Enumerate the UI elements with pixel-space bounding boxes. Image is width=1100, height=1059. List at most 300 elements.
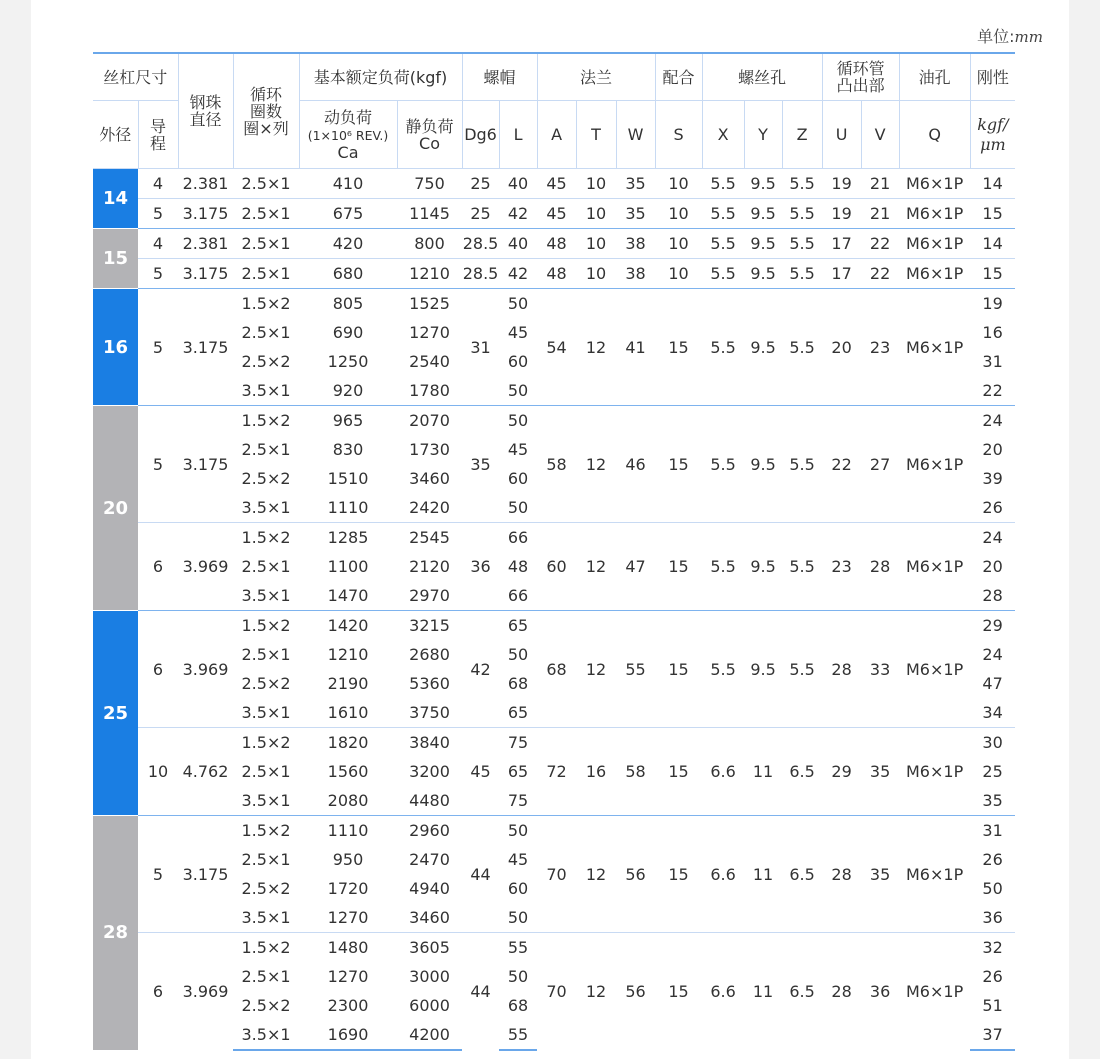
- stiffness-cell: 32: [970, 933, 1015, 963]
- Y-cell: 9.5: [744, 611, 782, 728]
- lead-cell: 5: [138, 199, 178, 229]
- W-cell: 46: [616, 406, 655, 523]
- S-cell: 15: [655, 406, 702, 523]
- static-load-cell: 2070: [397, 406, 462, 436]
- stiffness-cell: 50: [982, 879, 1003, 898]
- circuits-cell: 1.5×2: [233, 611, 299, 641]
- static-load-cell: 1210: [397, 259, 462, 289]
- stiffness-cell: 29: [970, 611, 1015, 641]
- S-cell: 10: [655, 169, 702, 199]
- Z-cell: 6.5: [782, 728, 822, 816]
- static-load-cell: 6000: [409, 996, 450, 1015]
- dg6-cell: 45: [462, 728, 499, 816]
- S-cell: 10: [655, 199, 702, 229]
- L-cell: 50: [499, 289, 537, 319]
- dg6-cell: 35: [462, 406, 499, 523]
- A-cell: 58: [537, 406, 576, 523]
- dynamic-load-cell: 965: [299, 406, 397, 436]
- dg6-cell: 25: [462, 169, 499, 199]
- table-row: [93, 933, 1015, 963]
- U-cell: 22: [822, 406, 861, 523]
- Q-cell: M6×1P: [899, 523, 970, 611]
- A-cell: 54: [537, 289, 576, 406]
- X-cell: 5.5: [702, 259, 744, 289]
- outer-dia-cell: 16: [93, 289, 138, 406]
- static-load-cell: 1145: [397, 199, 462, 229]
- T-cell: 10: [576, 259, 616, 289]
- header-L: L: [499, 101, 537, 169]
- stiffness-cell: 31: [970, 816, 1015, 846]
- X-cell: 5.5: [702, 199, 744, 229]
- circuits-cell: 1.5×2: [233, 289, 299, 319]
- Q-cell: M6×1P: [899, 169, 970, 199]
- Y-cell: 11: [744, 816, 782, 933]
- ball-dia-cell: 3.969: [178, 523, 233, 611]
- circuits-cell: 2.5×1: [241, 323, 291, 342]
- dynamic-load-cell: 2190: [327, 674, 369, 693]
- ball-dia-cell: 3.969: [178, 611, 233, 728]
- L-cell: 60: [507, 879, 529, 898]
- A-cell: 60: [537, 523, 576, 611]
- Y-cell: 9.5: [744, 406, 782, 523]
- header-U: U: [822, 101, 861, 169]
- static-load-cell: 2680: [409, 645, 450, 664]
- dynamic-load-cell: 420: [299, 229, 397, 259]
- header-lead: 导 程: [138, 101, 178, 169]
- Z-cell: 5.5: [782, 229, 822, 259]
- header-screw-size: 丝杠尺寸: [93, 53, 178, 101]
- dynamic-load-cell: 1210: [327, 645, 369, 664]
- dynamic-load-cell: 1480: [299, 933, 397, 963]
- static-load-cell: 4480: [409, 791, 450, 810]
- stiffness-cell: 24: [982, 645, 1003, 664]
- lead-cell: 5: [138, 816, 178, 933]
- Z-cell: 5.5: [782, 523, 822, 611]
- static-load-cell: 3215: [397, 611, 462, 641]
- S-cell: 15: [655, 728, 702, 816]
- S-cell: 15: [655, 523, 702, 611]
- circuits-cell: 2.5×1: [233, 259, 299, 289]
- Y-cell: 9.5: [744, 259, 782, 289]
- stiffness-cell: 22: [982, 381, 1003, 400]
- V-cell: 21: [861, 169, 899, 199]
- dynamic-load-cell: 1420: [299, 611, 397, 641]
- L-cell: 50: [507, 908, 529, 927]
- V-cell: 27: [861, 406, 899, 523]
- circuits-cell: 2.5×2: [241, 469, 291, 488]
- circuits-cell: 3.5×1: [241, 381, 291, 400]
- W-cell: 38: [616, 229, 655, 259]
- static-load-cell: 3840: [397, 728, 462, 758]
- S-cell: 15: [655, 816, 702, 933]
- stiffness-cell: 16: [982, 323, 1003, 342]
- L-cell: 45: [507, 323, 529, 342]
- header-stiffness: 刚性: [970, 53, 1015, 101]
- X-cell: 5.5: [702, 523, 744, 611]
- circuits-cell: 2.5×2: [241, 352, 291, 371]
- dg6-cell: 44: [462, 933, 499, 1051]
- stiffness-cell: 15: [970, 259, 1015, 289]
- lead-cell: 6: [138, 523, 178, 611]
- lead-cell: 6: [138, 611, 178, 728]
- U-cell: 19: [822, 199, 861, 229]
- dynamic-load-cell: 680: [299, 259, 397, 289]
- Q-cell: M6×1P: [899, 259, 970, 289]
- stiffness-cell: 24: [970, 523, 1015, 553]
- static-load-cell: 3200: [409, 762, 450, 781]
- L-cell: 60: [507, 352, 529, 371]
- header-basic-load: 基本额定负荷(kgf): [299, 53, 462, 101]
- header-tube: 循环管 凸出部: [822, 53, 899, 101]
- A-cell: 70: [537, 816, 576, 933]
- A-cell: 48: [537, 259, 576, 289]
- T-cell: 10: [576, 199, 616, 229]
- L-cell: 50: [499, 816, 537, 846]
- stiffness-cell: 14: [970, 169, 1015, 199]
- T-cell: 16: [576, 728, 616, 816]
- dynamic-load-cell: 1560: [327, 762, 369, 781]
- T-cell: 12: [576, 933, 616, 1051]
- lead-cell: 4: [138, 229, 178, 259]
- Z-cell: 5.5: [782, 611, 822, 728]
- static-load-cell: 3605: [397, 933, 462, 963]
- ball-dia-cell: 3.175: [178, 289, 233, 406]
- dynamic-load-cell: 1510: [327, 469, 369, 488]
- header-Z: Z: [782, 101, 822, 169]
- L-cell: 55: [499, 1020, 537, 1050]
- circuits-cell: 2.5×2: [241, 674, 291, 693]
- outer-dia-cell: 25: [93, 611, 138, 816]
- Z-cell: 5.5: [782, 289, 822, 406]
- Q-cell: M6×1P: [899, 199, 970, 229]
- dynamic-load-cell: 1110: [299, 816, 397, 846]
- circuits-cell: 2.5×1: [241, 645, 291, 664]
- dynamic-load-cell: 1270: [327, 908, 369, 927]
- static-load-cell: 4940: [409, 879, 450, 898]
- outer-dia-cell: 28: [93, 816, 138, 1051]
- L-cell: 40: [499, 229, 537, 259]
- dynamic-load-cell: 1270: [327, 967, 369, 986]
- Q-cell: M6×1P: [899, 728, 970, 816]
- header-flange: 法兰: [537, 53, 655, 101]
- W-cell: 58: [616, 728, 655, 816]
- stiffness-cell: 26: [982, 967, 1003, 986]
- static-load-cell: 1270: [409, 323, 450, 342]
- X-cell: 6.6: [702, 728, 744, 816]
- U-cell: 28: [822, 816, 861, 933]
- header-Y: Y: [744, 101, 782, 169]
- dynamic-load-cell: 675: [299, 199, 397, 229]
- stiffness-cell: 15: [970, 199, 1015, 229]
- circuits-cell: 3.5×1: [241, 908, 291, 927]
- header-oil-hole: 油孔: [899, 53, 970, 101]
- ball-dia-cell: 2.381: [178, 169, 233, 199]
- ball-dia-cell: 3.175: [178, 259, 233, 289]
- T-cell: 12: [576, 523, 616, 611]
- L-cell: 45: [507, 440, 529, 459]
- header-dynamic-load: 动负荷 (1×10⁶ REV.) Ca: [299, 101, 397, 169]
- dg6-cell: 28.5: [462, 229, 499, 259]
- Q-cell: M6×1P: [899, 611, 970, 728]
- Z-cell: 5.5: [782, 406, 822, 523]
- circuits-cell: 3.5×1: [241, 791, 291, 810]
- lead-cell: 6: [138, 933, 178, 1051]
- L-cell: 68: [507, 996, 529, 1015]
- lead-cell: 10: [138, 728, 178, 816]
- dynamic-load-cell: 950: [332, 850, 364, 869]
- circuits-cell: 1.5×2: [233, 816, 299, 846]
- header-T: T: [576, 101, 616, 169]
- dynamic-load-cell: 920: [332, 381, 364, 400]
- header-X: X: [702, 101, 744, 169]
- stiffness-cell: 28: [982, 586, 1003, 605]
- dynamic-load-cell: 1690: [299, 1020, 397, 1050]
- Z-cell: 5.5: [782, 259, 822, 289]
- L-cell: 55: [499, 933, 537, 963]
- L-cell: 68: [507, 674, 529, 693]
- L-cell: 42: [499, 259, 537, 289]
- header-S: S: [655, 101, 702, 169]
- static-load-cell: 3750: [409, 703, 450, 722]
- circuits-cell: 2.5×2: [241, 879, 291, 898]
- A-cell: 70: [537, 933, 576, 1051]
- U-cell: 23: [822, 523, 861, 611]
- table-row: [93, 523, 1015, 553]
- dynamic-load-cell: 1100: [327, 557, 369, 576]
- stiffness-cell: 51: [982, 996, 1003, 1015]
- L-cell: 50: [507, 645, 529, 664]
- T-cell: 12: [576, 611, 616, 728]
- T-cell: 10: [576, 229, 616, 259]
- Z-cell: 6.5: [782, 933, 822, 1051]
- static-load-cell: 4200: [397, 1020, 462, 1050]
- W-cell: 56: [616, 933, 655, 1051]
- circuits-cell: 3.5×1: [241, 586, 291, 605]
- static-load-cell: 5360: [409, 674, 450, 693]
- table-body: [93, 169, 1015, 1051]
- T-cell: 12: [576, 816, 616, 933]
- outer-dia-cell: 14: [93, 169, 138, 229]
- table-row: [93, 406, 1015, 436]
- L-cell: 65: [507, 762, 529, 781]
- L-cell: 45: [507, 850, 529, 869]
- S-cell: 15: [655, 933, 702, 1051]
- static-load-cell: 2120: [409, 557, 450, 576]
- table-row: [93, 611, 1015, 641]
- table-row: [93, 169, 1015, 199]
- X-cell: 6.6: [702, 933, 744, 1051]
- L-cell: 75: [507, 791, 529, 810]
- T-cell: 12: [576, 406, 616, 523]
- lead-cell: 5: [138, 289, 178, 406]
- V-cell: 22: [861, 229, 899, 259]
- Q-cell: M6×1P: [899, 289, 970, 406]
- circuits-cell: 1.5×2: [233, 406, 299, 436]
- header-Q: Q: [899, 101, 970, 169]
- circuits-cell: 3.5×1: [233, 1020, 299, 1050]
- circuits-cell: 2.5×1: [233, 169, 299, 199]
- W-cell: 56: [616, 816, 655, 933]
- ball-dia-cell: 3.175: [178, 199, 233, 229]
- U-cell: 17: [822, 259, 861, 289]
- header-stiffness-unit: kgf/ μm: [970, 101, 1015, 169]
- table-row: [93, 289, 1015, 319]
- static-load-cell: 1780: [409, 381, 450, 400]
- V-cell: 23: [861, 289, 899, 406]
- Z-cell: 5.5: [782, 169, 822, 199]
- W-cell: 55: [616, 611, 655, 728]
- A-cell: 45: [537, 199, 576, 229]
- dynamic-load-cell: 1110: [327, 498, 369, 517]
- stiffness-cell: 24: [970, 406, 1015, 436]
- L-cell: 42: [499, 199, 537, 229]
- U-cell: 28: [822, 611, 861, 728]
- static-load-cell: 2970: [409, 586, 450, 605]
- stiffness-cell: 20: [982, 557, 1003, 576]
- table-row: [93, 816, 1015, 846]
- T-cell: 10: [576, 169, 616, 199]
- L-cell: 60: [507, 469, 529, 488]
- Y-cell: 9.5: [744, 199, 782, 229]
- Q-cell: M6×1P: [899, 406, 970, 523]
- dynamic-load-cell: 690: [332, 323, 364, 342]
- static-load-cell: 750: [397, 169, 462, 199]
- L-cell: 50: [507, 381, 529, 400]
- static-load-cell: 800: [397, 229, 462, 259]
- L-cell: 65: [499, 611, 537, 641]
- header-V: V: [861, 101, 899, 169]
- A-cell: 68: [537, 611, 576, 728]
- V-cell: 21: [861, 199, 899, 229]
- static-load-cell: 2545: [397, 523, 462, 553]
- static-load-cell: 2420: [409, 498, 450, 517]
- lead-cell: 5: [138, 259, 178, 289]
- Z-cell: 5.5: [782, 199, 822, 229]
- stiffness-cell: 26: [982, 498, 1003, 517]
- Y-cell: 9.5: [744, 169, 782, 199]
- Q-cell: M6×1P: [899, 816, 970, 933]
- stiffness-cell: 14: [970, 229, 1015, 259]
- dynamic-load-cell: 805: [299, 289, 397, 319]
- circuits-cell: 2.5×1: [233, 199, 299, 229]
- outer-dia-cell: 15: [93, 229, 138, 289]
- X-cell: 5.5: [702, 406, 744, 523]
- V-cell: 36: [861, 933, 899, 1051]
- dynamic-load-cell: 1820: [299, 728, 397, 758]
- circuits-cell: 3.5×1: [241, 498, 291, 517]
- header-nut: 螺帽: [462, 53, 537, 101]
- W-cell: 35: [616, 199, 655, 229]
- static-load-cell: 3460: [409, 469, 450, 488]
- circuits-cell: 2.5×1: [241, 440, 291, 459]
- X-cell: 6.6: [702, 816, 744, 933]
- V-cell: 28: [861, 523, 899, 611]
- circuits-cell: 3.5×1: [241, 703, 291, 722]
- outer-dia-cell: 20: [93, 406, 138, 611]
- S-cell: 10: [655, 229, 702, 259]
- dg6-cell: 25: [462, 199, 499, 229]
- ball-dia-cell: 4.762: [178, 728, 233, 816]
- S-cell: 10: [655, 259, 702, 289]
- table-row: [93, 259, 1015, 289]
- header-dg6: Dg6: [462, 101, 499, 169]
- A-cell: 48: [537, 229, 576, 259]
- lead-cell: 5: [138, 406, 178, 523]
- W-cell: 38: [616, 259, 655, 289]
- ball-dia-cell: 2.381: [178, 229, 233, 259]
- W-cell: 35: [616, 169, 655, 199]
- header-outer-dia: 外径: [93, 101, 138, 169]
- stiffness-cell: 19: [970, 289, 1015, 319]
- Q-cell: M6×1P: [899, 229, 970, 259]
- W-cell: 41: [616, 289, 655, 406]
- ball-dia-cell: 3.175: [178, 406, 233, 523]
- T-cell: 12: [576, 289, 616, 406]
- circuits-cell: 2.5×1: [241, 850, 291, 869]
- stiffness-cell: 25: [982, 762, 1003, 781]
- X-cell: 5.5: [702, 229, 744, 259]
- static-load-cell: 2470: [409, 850, 450, 869]
- ball-screw-spec-table: [93, 52, 1015, 1051]
- Z-cell: 6.5: [782, 816, 822, 933]
- stiffness-cell: 47: [982, 674, 1003, 693]
- static-load-cell: 2960: [397, 816, 462, 846]
- circuits-cell: 2.5×1: [241, 557, 291, 576]
- Y-cell: 9.5: [744, 289, 782, 406]
- Y-cell: 11: [744, 933, 782, 1051]
- L-cell: 50: [499, 406, 537, 436]
- U-cell: 17: [822, 229, 861, 259]
- stiffness-cell: 37: [970, 1020, 1015, 1050]
- header-circuits: 循环 圈数 圈×列: [233, 53, 299, 169]
- Y-cell: 9.5: [744, 229, 782, 259]
- X-cell: 5.5: [702, 169, 744, 199]
- U-cell: 19: [822, 169, 861, 199]
- stiffness-cell: 35: [982, 791, 1003, 810]
- stiffness-cell: 34: [982, 703, 1003, 722]
- Q-cell: M6×1P: [899, 933, 970, 1051]
- table-row: [93, 229, 1015, 259]
- circuits-cell: 1.5×2: [233, 933, 299, 963]
- S-cell: 15: [655, 611, 702, 728]
- static-load-cell: 3460: [409, 908, 450, 927]
- circuits-cell: 2.5×1: [241, 762, 291, 781]
- dynamic-load-cell: 410: [299, 169, 397, 199]
- header-A: A: [537, 101, 576, 169]
- dynamic-load-cell: 1285: [299, 523, 397, 553]
- static-load-cell: 1730: [409, 440, 450, 459]
- table-header: [93, 53, 1015, 169]
- U-cell: 20: [822, 289, 861, 406]
- dg6-cell: 44: [462, 816, 499, 933]
- header-static-load: 静负荷 Co: [397, 101, 462, 169]
- circuits-cell: 1.5×2: [233, 523, 299, 553]
- table-row: [93, 199, 1015, 229]
- L-cell: 40: [499, 169, 537, 199]
- L-cell: 66: [507, 586, 529, 605]
- Y-cell: 9.5: [744, 523, 782, 611]
- dynamic-load-cell: 1720: [327, 879, 369, 898]
- Y-cell: 11: [744, 728, 782, 816]
- L-cell: 50: [507, 498, 529, 517]
- A-cell: 72: [537, 728, 576, 816]
- L-cell: 66: [499, 523, 537, 553]
- V-cell: 35: [861, 728, 899, 816]
- ball-dia-cell: 3.175: [178, 816, 233, 933]
- dg6-cell: 31: [462, 289, 499, 406]
- U-cell: 28: [822, 933, 861, 1051]
- dynamic-load-cell: 1470: [327, 586, 369, 605]
